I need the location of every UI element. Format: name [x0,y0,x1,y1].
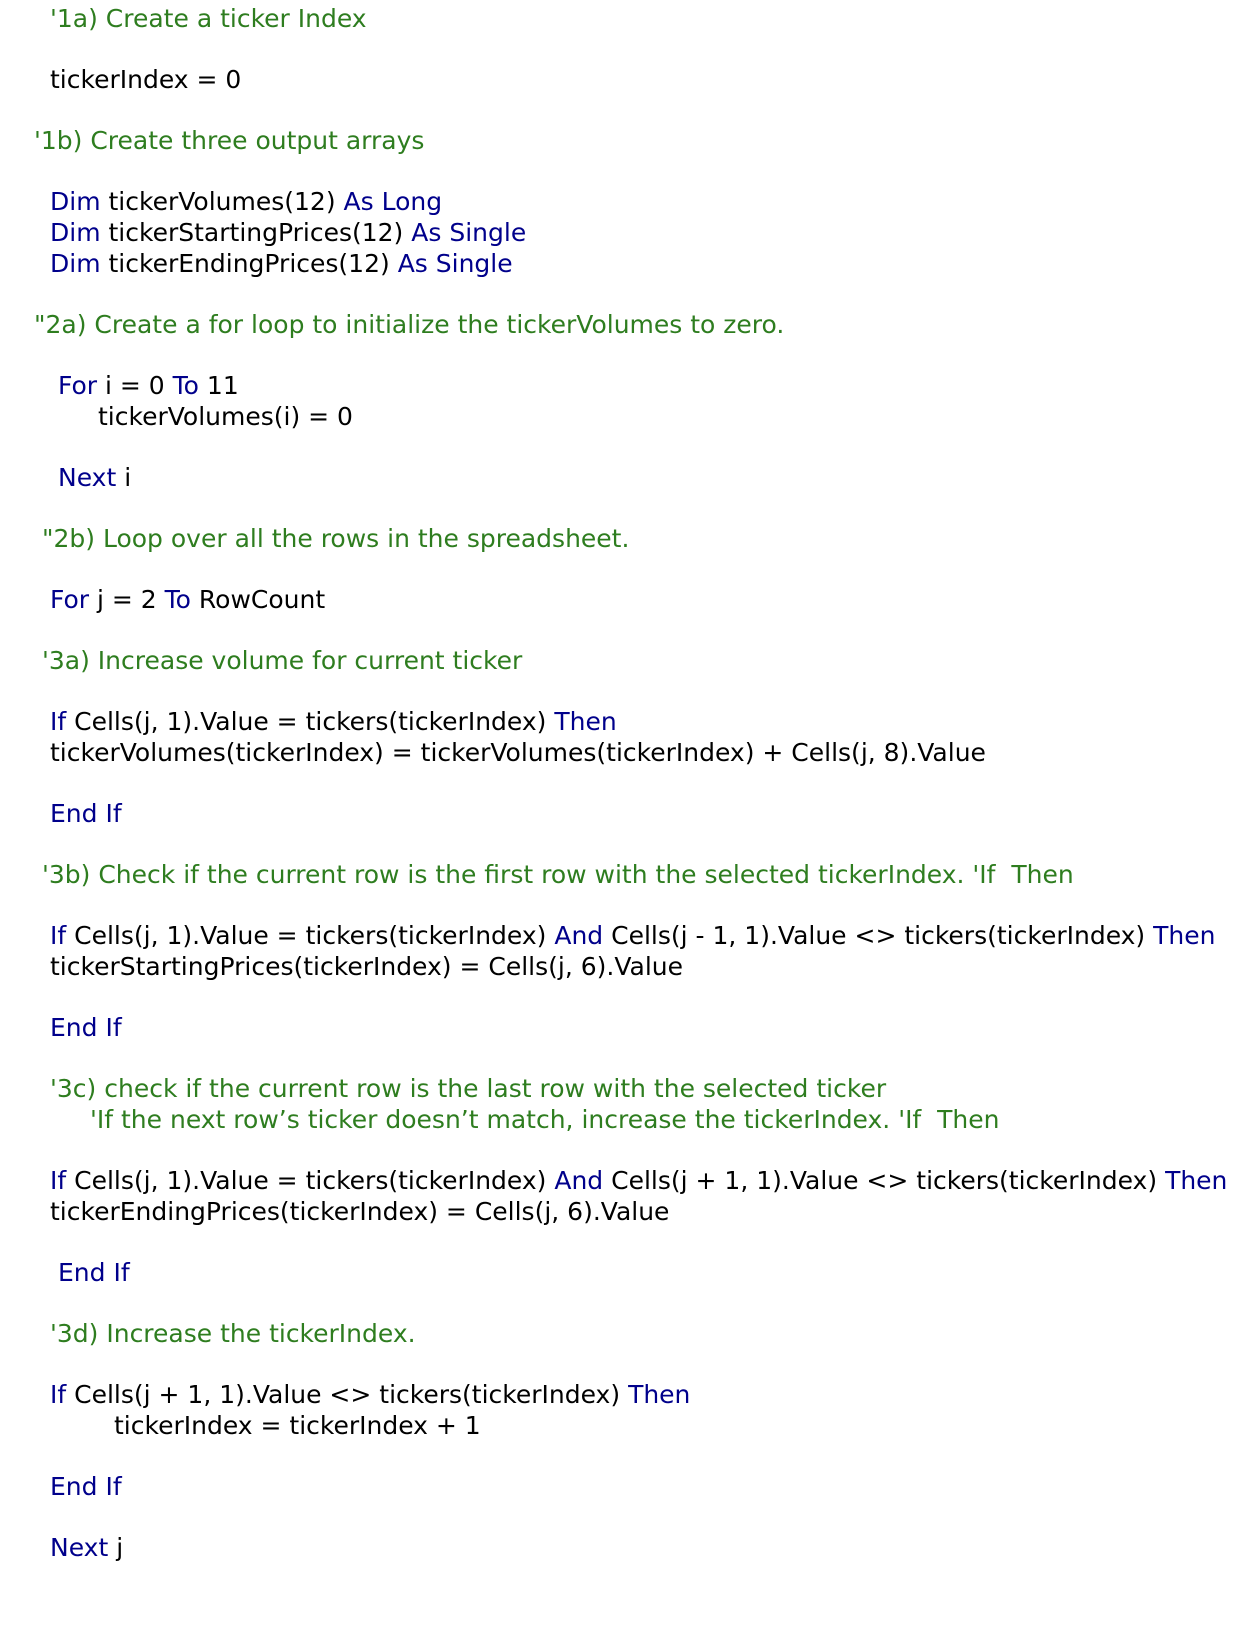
keyword-token: Then [1153,921,1216,950]
keyword-token: And [554,921,604,950]
keyword-token: And [554,1166,604,1195]
comment-token: "2a) Create a for loop to initialize the tickerVolumes to zero. [34,310,785,339]
code-line [90,1104,999,1136]
code-line [58,1257,130,1289]
code-line [50,920,1215,952]
comment-token: '1b) Create three output arrays [34,126,425,155]
keyword-token: Then [1165,1166,1228,1195]
comment-token: '3c) check if the current row is the last row with the selected ticker [50,1074,887,1103]
keyword-token: For [50,585,90,614]
keyword-token: For [58,371,98,400]
comment-token: '3b) Check if the current row is the first row with the selected tickerIndex. 'If Then [42,860,1074,889]
code-line [58,370,239,402]
text-token: tickerEndingPrices(12) [100,249,398,278]
code-line [58,462,131,494]
keyword-token: If [50,1380,67,1409]
code-line [50,248,513,280]
text-token: Cells(j, 1).Value = tickers(tickerIndex) [66,921,555,950]
text-token: tickerVolumes(12) [100,187,344,216]
code-line [50,798,122,830]
keyword-token: End If [58,1258,130,1287]
keyword-token: If [50,1166,67,1195]
keyword-token: To [164,585,191,614]
comment-token: "2b) Loop over all the rows in the spreadsheet. [42,524,630,553]
code-line [50,1471,122,1503]
keyword-token: If [50,921,67,950]
text-token: tickerEndingPrices(tickerIndex) = Cells(j, 6).Value [50,1197,670,1226]
code-line [50,584,325,616]
keyword-token: As Single [411,218,527,247]
code-line [50,186,442,218]
keyword-token: Dim [50,218,101,247]
text-token: i = 0 [97,371,173,400]
text-token: j = 2 [89,585,165,614]
keyword-token: Then [554,707,617,736]
code-line [50,1165,1227,1197]
text-token: Cells(j - 1, 1).Value <> tickers(tickerIndex) [603,921,1154,950]
code-line [50,1379,690,1411]
keyword-token: End If [50,1013,122,1042]
text-token: Cells(j + 1, 1).Value <> tickers(tickerIndex) [603,1166,1166,1195]
text-token: RowCount [190,585,326,614]
text-token: tickerVolumes(tickerIndex) = tickerVolumes(tickerIndex) + Cells(j, 8).Value [50,738,986,767]
code-line [42,645,522,677]
code-line [50,1318,416,1350]
code-line [50,3,367,35]
text-token: 11 [198,371,239,400]
code-line [50,1532,123,1564]
keyword-token: As Single [397,249,513,278]
keyword-token: Next [50,1533,109,1562]
keyword-token: As Long [343,187,443,216]
keyword-token: Next [58,463,117,492]
comment-token: '3d) Increase the tickerIndex. [50,1319,416,1348]
code-line [50,951,683,983]
code-line [50,737,986,769]
keyword-token: Dim [50,249,101,278]
text-token: tickerIndex = 0 [50,65,242,94]
text-token: tickerIndex = tickerIndex + 1 [114,1411,481,1440]
code-line [42,859,1074,891]
keyword-token: To [172,371,199,400]
code-line [50,217,526,249]
text-token: Cells(j, 1).Value = tickers(tickerIndex) [66,707,555,736]
text-token: Cells(j + 1, 1).Value <> tickers(tickerIndex) [66,1380,629,1409]
text-token: j [108,1533,124,1562]
code-line [50,1196,669,1228]
code-line [50,706,617,738]
code-line [50,1073,886,1105]
comment-token: 'If the next row’s ticker doesn’t match, increase the tickerIndex. 'If Then [90,1105,1000,1134]
code-line [42,523,629,555]
keyword-token: Then [628,1380,691,1409]
code-line [98,401,353,433]
comment-token: '3a) Increase volume for current ticker [42,646,523,675]
text-token: tickerStartingPrices(12) [100,218,412,247]
code-line [34,309,784,341]
code-line [114,1410,481,1442]
text-token: tickerStartingPrices(tickerIndex) = Cells(j, 6).Value [50,952,683,981]
comment-token: '1a) Create a ticker Index [50,4,367,33]
keyword-token: If [50,707,67,736]
code-line [34,125,424,157]
code-line [50,1012,122,1044]
text-token: tickerVolumes(i) = 0 [98,402,353,431]
text-token: i [116,463,132,492]
text-token: Cells(j, 1).Value = tickers(tickerIndex) [66,1166,555,1195]
keyword-token: End If [50,1472,122,1501]
keyword-token: Dim [50,187,101,216]
code-line [50,64,241,96]
keyword-token: End If [50,799,122,828]
